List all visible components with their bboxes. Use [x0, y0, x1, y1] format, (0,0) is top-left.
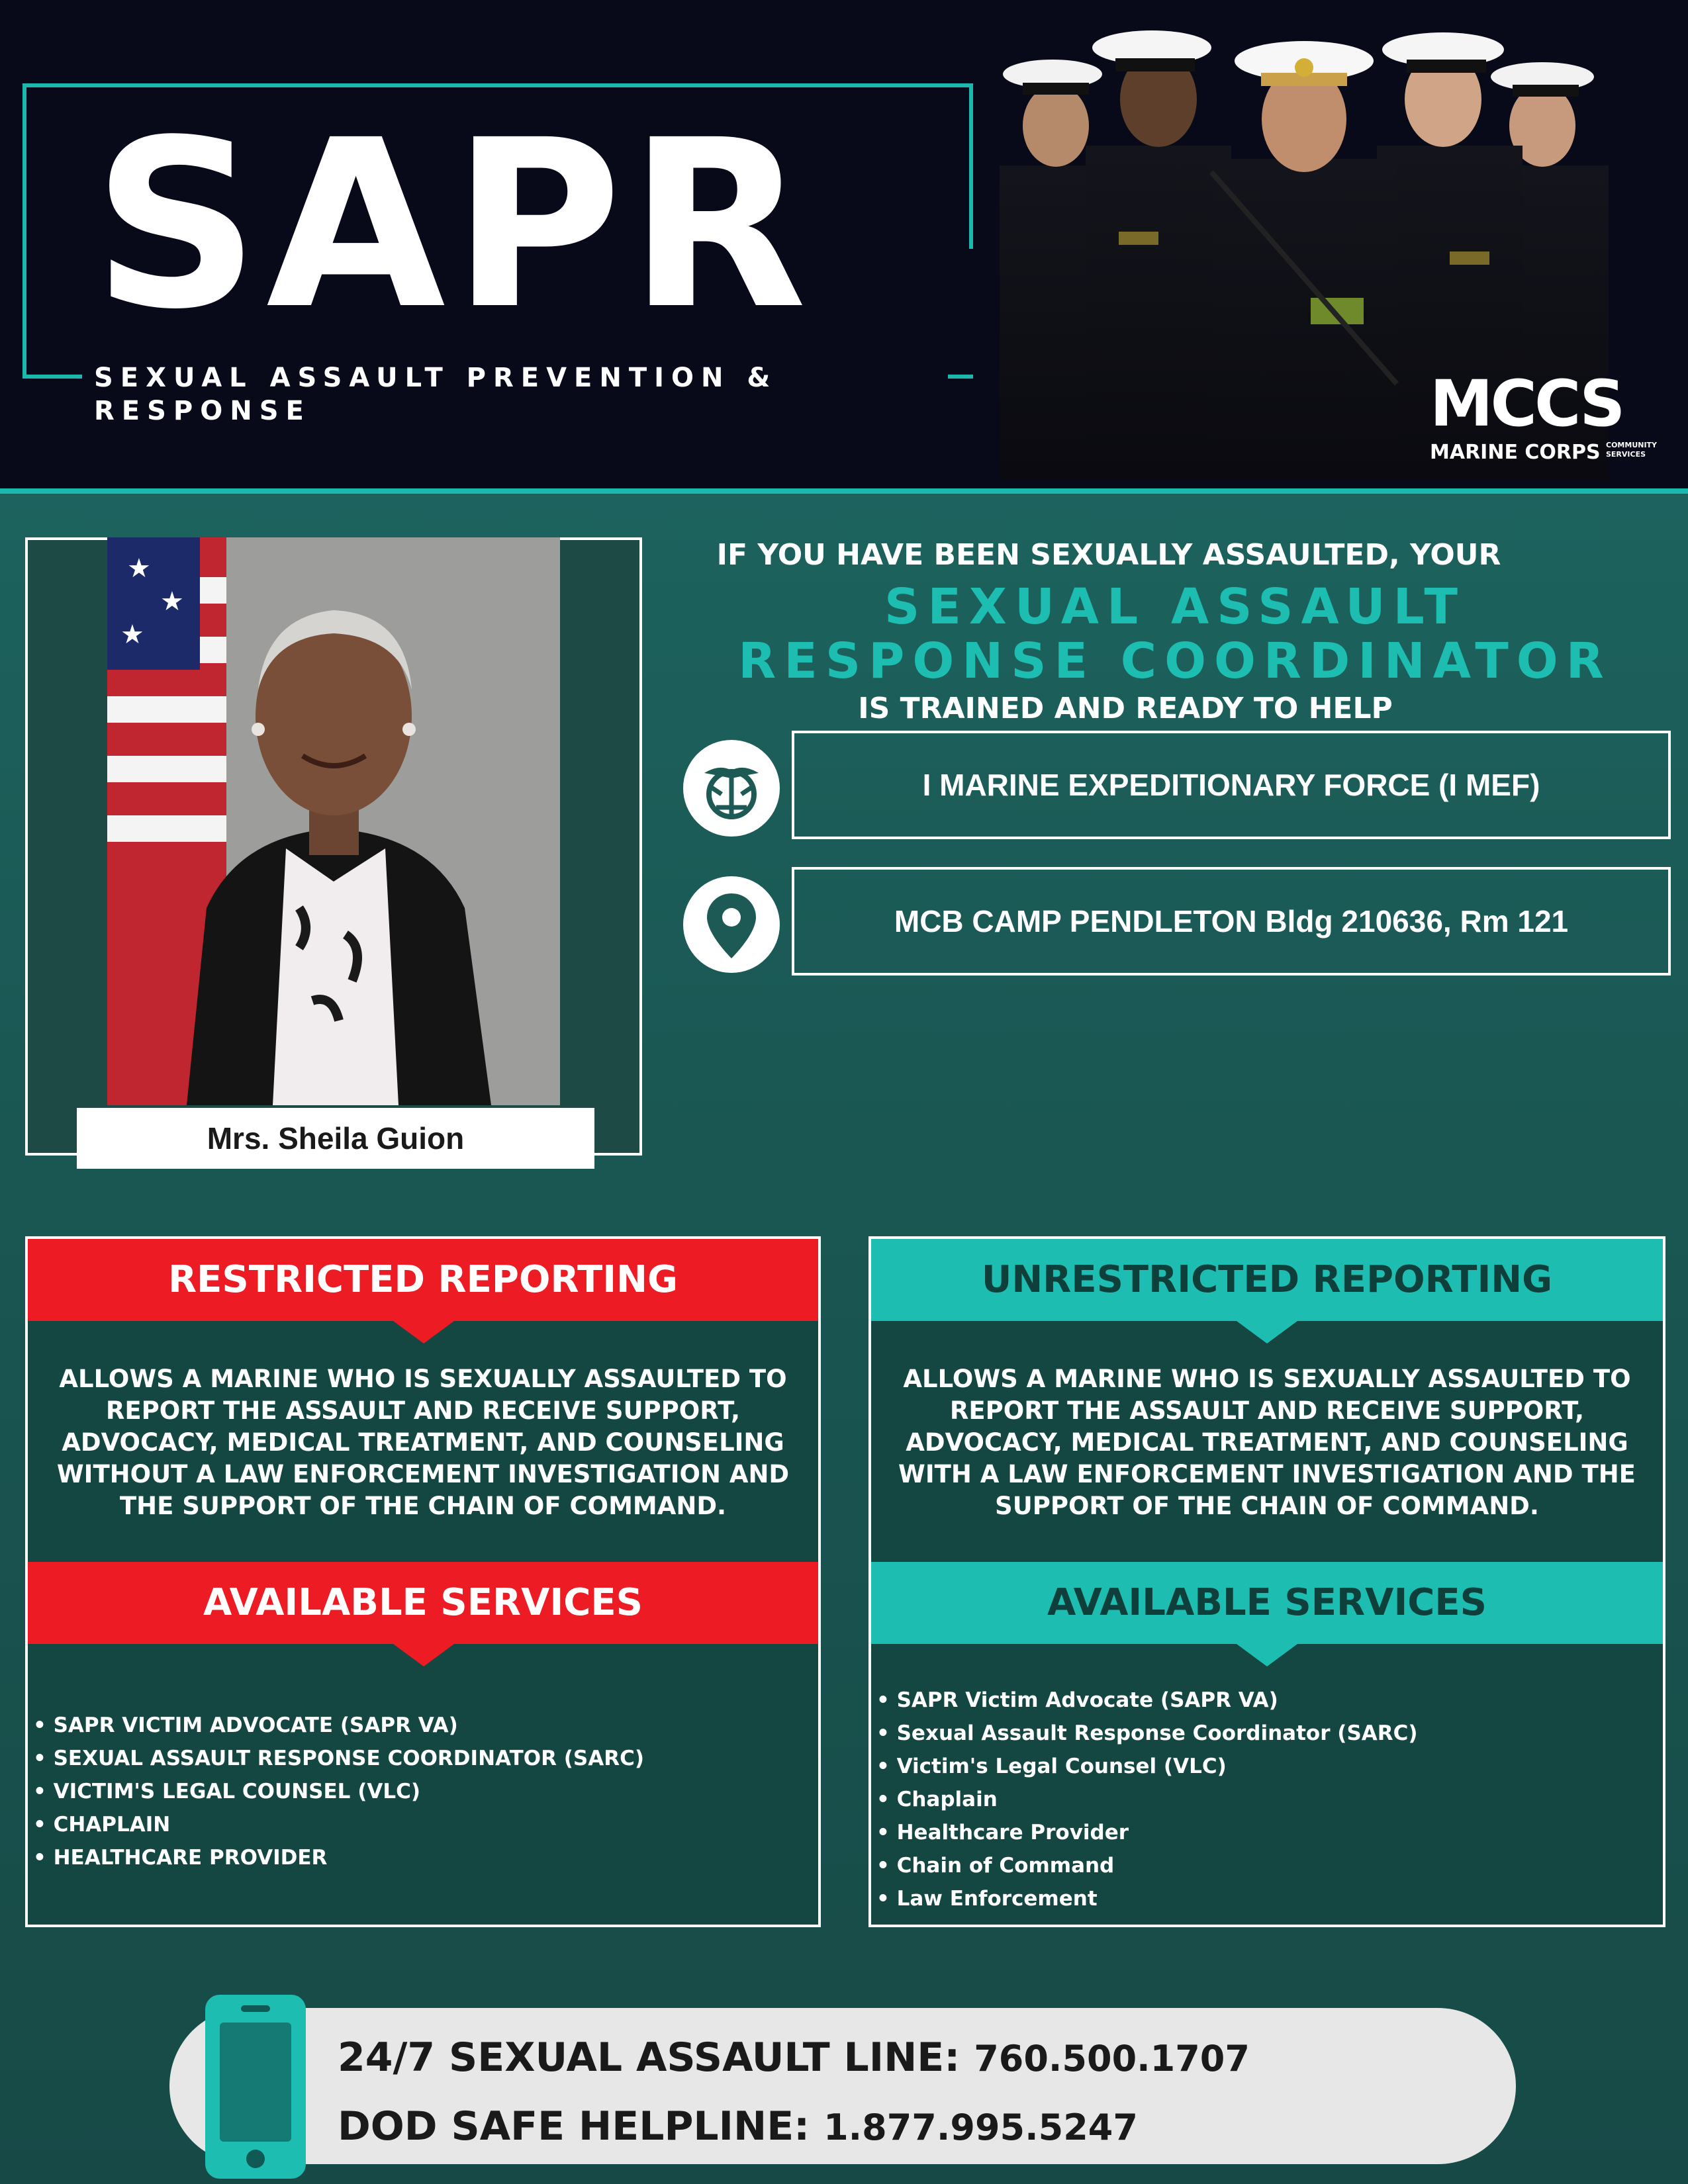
list-item: • SAPR Victim Advocate (SAPR VA) [876, 1684, 1658, 1717]
unrestricted-heading-notch [1237, 1321, 1297, 1343]
dod-safe-helpline-label: DOD SAFE HELPLINE: [338, 2103, 810, 2150]
unrestricted-description: ALLOWS A MARINE WHO IS SEXUALLY ASSAULTED TO REPORT THE ASSAULT AND RECEIVE SUPPORT, ADVOCACY, MEDICAL TREATMENT, AND COUNSELING WITH A LAW ENFORCEMENT INVESTIGATION AND THE SUPPORT OF THE CHAIN OF COMMAND. [898, 1365, 1636, 1520]
list-item: • SAPR VICTIM ADVOCATE (SAPR VA) [33, 1709, 813, 1742]
list-item: • Law Enforcement [876, 1882, 1658, 1915]
title-frame-bottom-left [23, 375, 82, 379]
sexual-assault-line-label: 24/7 SEXUAL ASSAULT LINE: [338, 2034, 961, 2081]
list-item: • CHAPLAIN [33, 1808, 813, 1841]
unrestricted-services-list [876, 1684, 1658, 1915]
restricted-description: ALLOWS A MARINE WHO IS SEXUALLY ASSAULTED TO REPORT THE ASSAULT AND RECEIVE SUPPORT, ADVOCACY, MEDICAL TREATMENT, AND COUNSELING WITHOUT A LAW ENFORCEMENT INVESTIGATION AND THE SUPPORT OF THE CHAIN OF COMMAND. [56, 1365, 790, 1520]
unrestricted-services-notch [1237, 1644, 1297, 1666]
sarc-title-line-2: RESPONSE COORDINATOR [738, 633, 1612, 690]
list-item: • Chain of Command [876, 1849, 1658, 1882]
page-title: SAPR [93, 90, 814, 360]
list-item: • SEXUAL ASSAULT RESPONSE COORDINATOR (SARC) [33, 1742, 813, 1775]
dod-safe-helpline[interactable] [338, 2097, 1463, 2156]
mccs-logo [1430, 367, 1675, 470]
title-frame-right [969, 83, 973, 249]
svg-text:★: ★ [127, 553, 151, 584]
unrestricted-services-heading: AVAILABLE SERVICES [871, 1562, 1663, 1644]
list-item: • Healthcare Provider [876, 1816, 1658, 1849]
restricted-services-notch [393, 1644, 454, 1666]
location-info-box: MCB CAMP PENDLETON Bldg 210636, Rm 121 [792, 867, 1671, 976]
sarc-title [662, 580, 1688, 692]
unit-info-box: I MARINE EXPEDITIONARY FORCE (I MEF) [792, 731, 1671, 839]
list-item: • Victim's Legal Counsel (VLC) [876, 1750, 1658, 1783]
restricted-heading-notch [393, 1321, 454, 1343]
marine-figure-3 [1211, 41, 1397, 483]
sarc-title-line-1: SEXUAL ASSAULT [884, 578, 1466, 635]
unrestricted-heading: UNRESTRICTED REPORTING [871, 1239, 1663, 1321]
intro-line-1: IF YOU HAVE BEEN SEXUALLY ASSAULTED, YOUR [716, 538, 1501, 572]
page-subtitle: SEXUAL ASSAULT PREVENTION & RESPONSE [87, 361, 948, 394]
mccs-logo-line1: MARINE CORPS [1430, 441, 1601, 464]
svg-text:★: ★ [160, 586, 184, 617]
location-pin-icon [683, 876, 780, 973]
intro-line-2: IS TRAINED AND READY TO HELP [858, 692, 1393, 725]
dod-safe-helpline-number[interactable]: 1.877.995.5247 [823, 2107, 1138, 2148]
header-divider [0, 488, 1688, 494]
svg-text:★: ★ [120, 619, 144, 650]
list-item: • VICTIM'S LEGAL COUNSEL (VLC) [33, 1775, 813, 1808]
coordinator-name: Mrs. Sheila Guion [77, 1108, 594, 1169]
mobile-phone-icon [203, 1992, 308, 2181]
mccs-logo-line2: COMMUNITY SERVICES [1606, 441, 1658, 459]
portrait-photo [107, 537, 560, 1105]
sexual-assault-line[interactable] [338, 2028, 1463, 2087]
list-item: • Sexual Assault Response Coordinator (SARC) [876, 1717, 1658, 1750]
marine-figure-2 [1086, 30, 1231, 483]
unrestricted-reporting-panel [868, 1236, 1665, 1927]
sexual-assault-line-number[interactable]: 760.500.1707 [974, 2038, 1250, 2079]
restricted-services-list [33, 1709, 813, 1874]
restricted-reporting-panel [25, 1236, 821, 1927]
list-item: • Chaplain [876, 1783, 1658, 1816]
restricted-heading: RESTRICTED REPORTING [28, 1239, 818, 1321]
restricted-services-heading: AVAILABLE SERVICES [28, 1562, 818, 1644]
mccs-logo-letters: MCCS [1430, 367, 1623, 441]
eagle-globe-anchor-icon [683, 740, 780, 837]
list-item: • HEALTHCARE PROVIDER [33, 1841, 813, 1874]
